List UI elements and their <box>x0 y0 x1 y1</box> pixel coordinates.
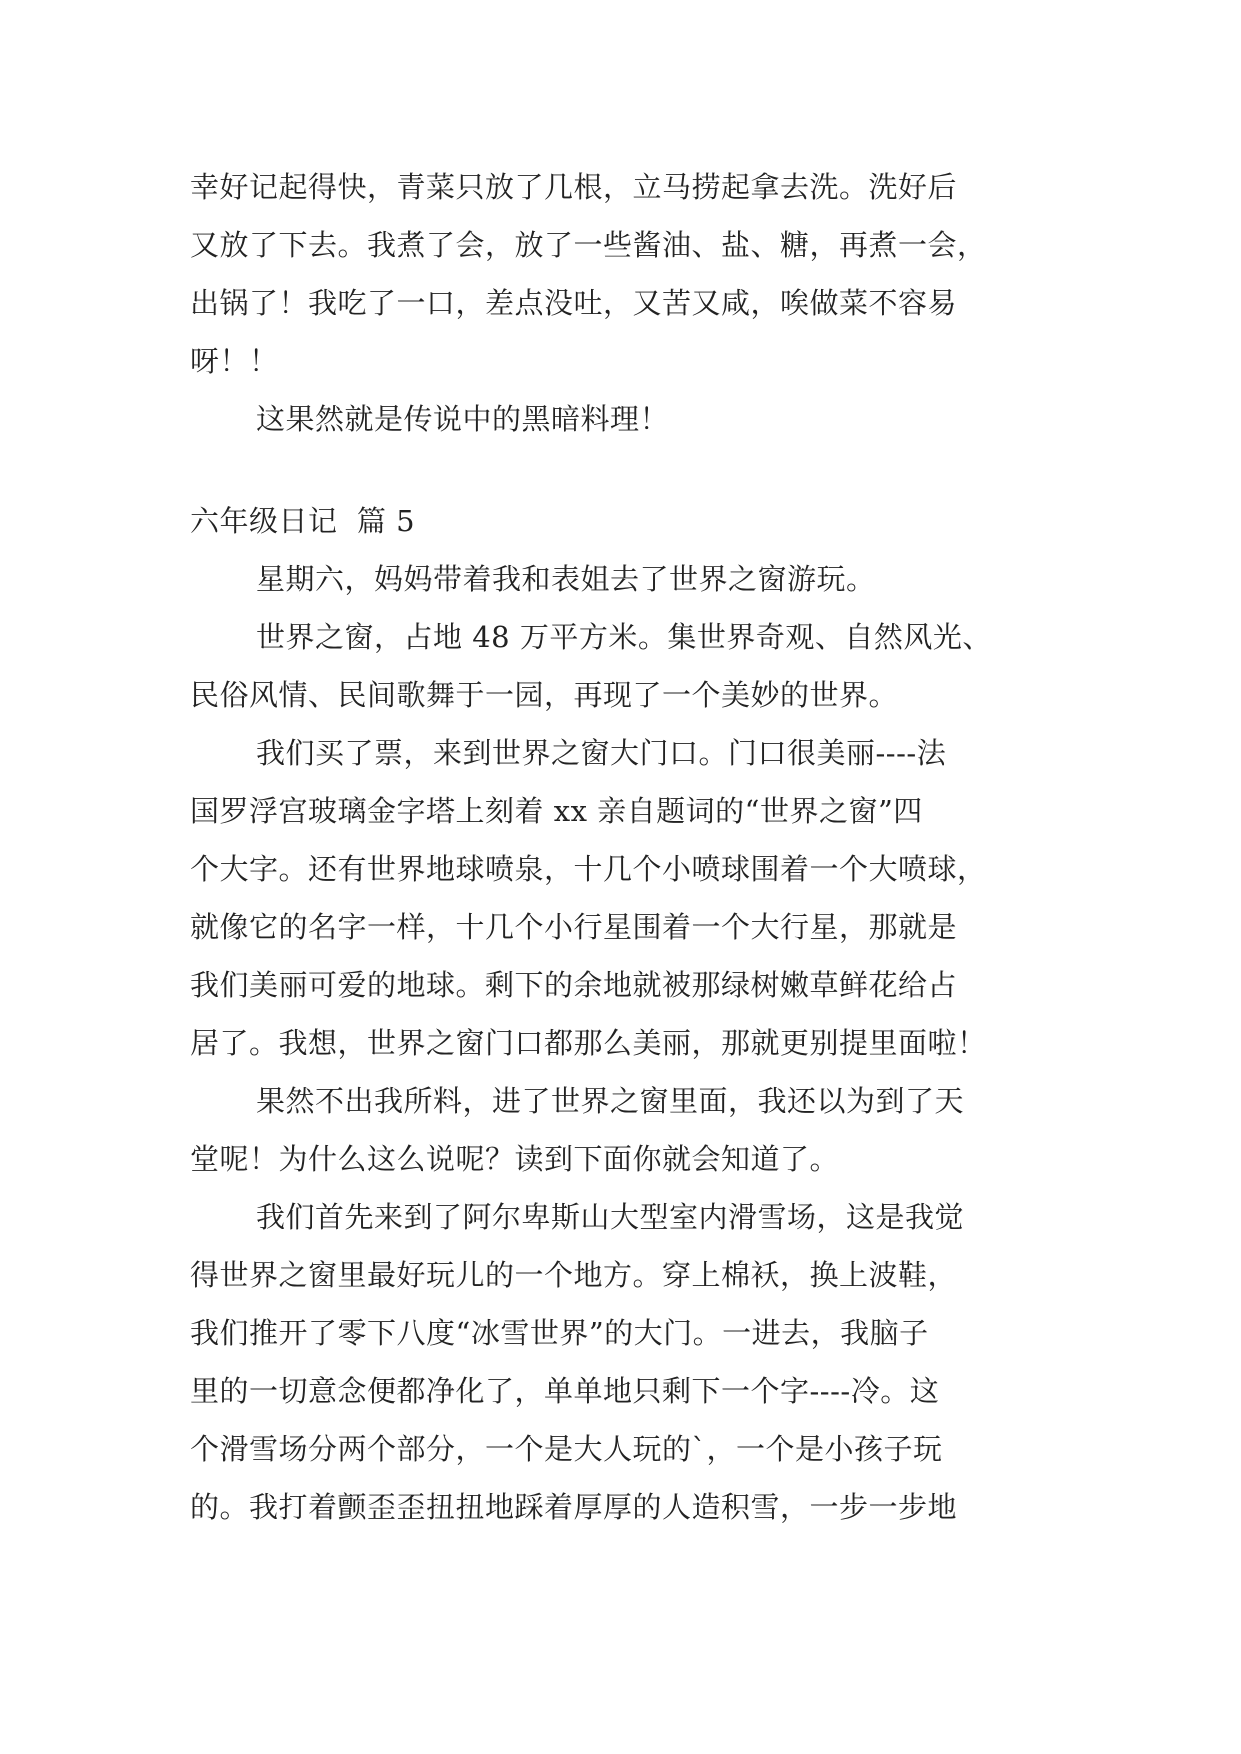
paragraph-line: 星期六，妈妈带着我和表姐去了世界之窗游玩。 <box>256 562 876 596</box>
paragraph-line: 得世界之窗里最好玩儿的一个地方。穿上棉袄，换上波鞋， <box>190 1258 958 1292</box>
paragraph-line: 世界之窗，占地 48 万平方米。集世界奇观、自然风光、 <box>256 620 992 654</box>
paragraph-line: 个大字。还有世界地球喷泉，十几个小喷球围着一个大喷球， <box>190 852 987 886</box>
section-title: 六年级日记 篇 5 <box>190 504 416 538</box>
paragraph-line: 国罗浮宫玻璃金字塔上刻着 xx 亲自题词的“世界之窗”四 <box>190 794 923 828</box>
section-gap <box>190 448 1060 492</box>
text-line: 又放了下去。我煮了会，放了一些酱油、盐、糖，再煮一会， <box>190 228 987 262</box>
paragraph-line: 民俗风情、民间歌舞于一园，再现了一个美妙的世界。 <box>190 678 899 712</box>
paragraph-line: 我们买了票，来到世界之窗大门口。门口很美丽----法 <box>256 736 947 770</box>
paragraph-line: 我们首先来到了阿尔卑斯山大型室内滑雪场，这是我觉 <box>256 1200 965 1234</box>
paragraph-line: 我们美丽可爱的地球。剩下的余地就被那绿树嫩草鲜花给占 <box>190 968 958 1002</box>
text-line: 出锅了！我吃了一口，差点没吐，又苦又咸，唉做菜不容易 <box>190 286 958 320</box>
paragraph-line: 就像它的名字一样，十几个小行星围着一个大行星，那就是 <box>190 910 958 944</box>
paragraph-line: 的。我打着颤歪歪扭扭地踩着厚厚的人造积雪，一步一步地 <box>190 1490 958 1524</box>
text-line: 呀！！ <box>190 344 279 378</box>
paragraph-line: 果然不出我所料，进了世界之窗里面，我还以为到了天 <box>256 1084 965 1118</box>
paragraph-line: 里的一切意念便都净化了，单单地只剩下一个字----冷。这 <box>190 1374 940 1408</box>
paragraph-line: 我们推开了零下八度“冰雪世界”的大门。一进去，我脑子 <box>190 1316 929 1350</box>
text-line: 幸好记起得快，青菜只放了几根，立马捞起拿去洗。洗好后 <box>190 170 958 204</box>
paragraph-line: 居了。我想，世界之窗门口都那么美丽，那就更别提里面啦！ <box>190 1026 987 1060</box>
paragraph-line: 个滑雪场分两个部分，一个是大人玩的`，一个是小孩子玩 <box>190 1432 943 1466</box>
document-body <box>190 158 1060 1536</box>
closing-line: 这果然就是传说中的黑暗料理！ <box>256 402 670 436</box>
paragraph-line: 堂呢！为什么这么说呢？读到下面你就会知道了。 <box>190 1142 840 1176</box>
